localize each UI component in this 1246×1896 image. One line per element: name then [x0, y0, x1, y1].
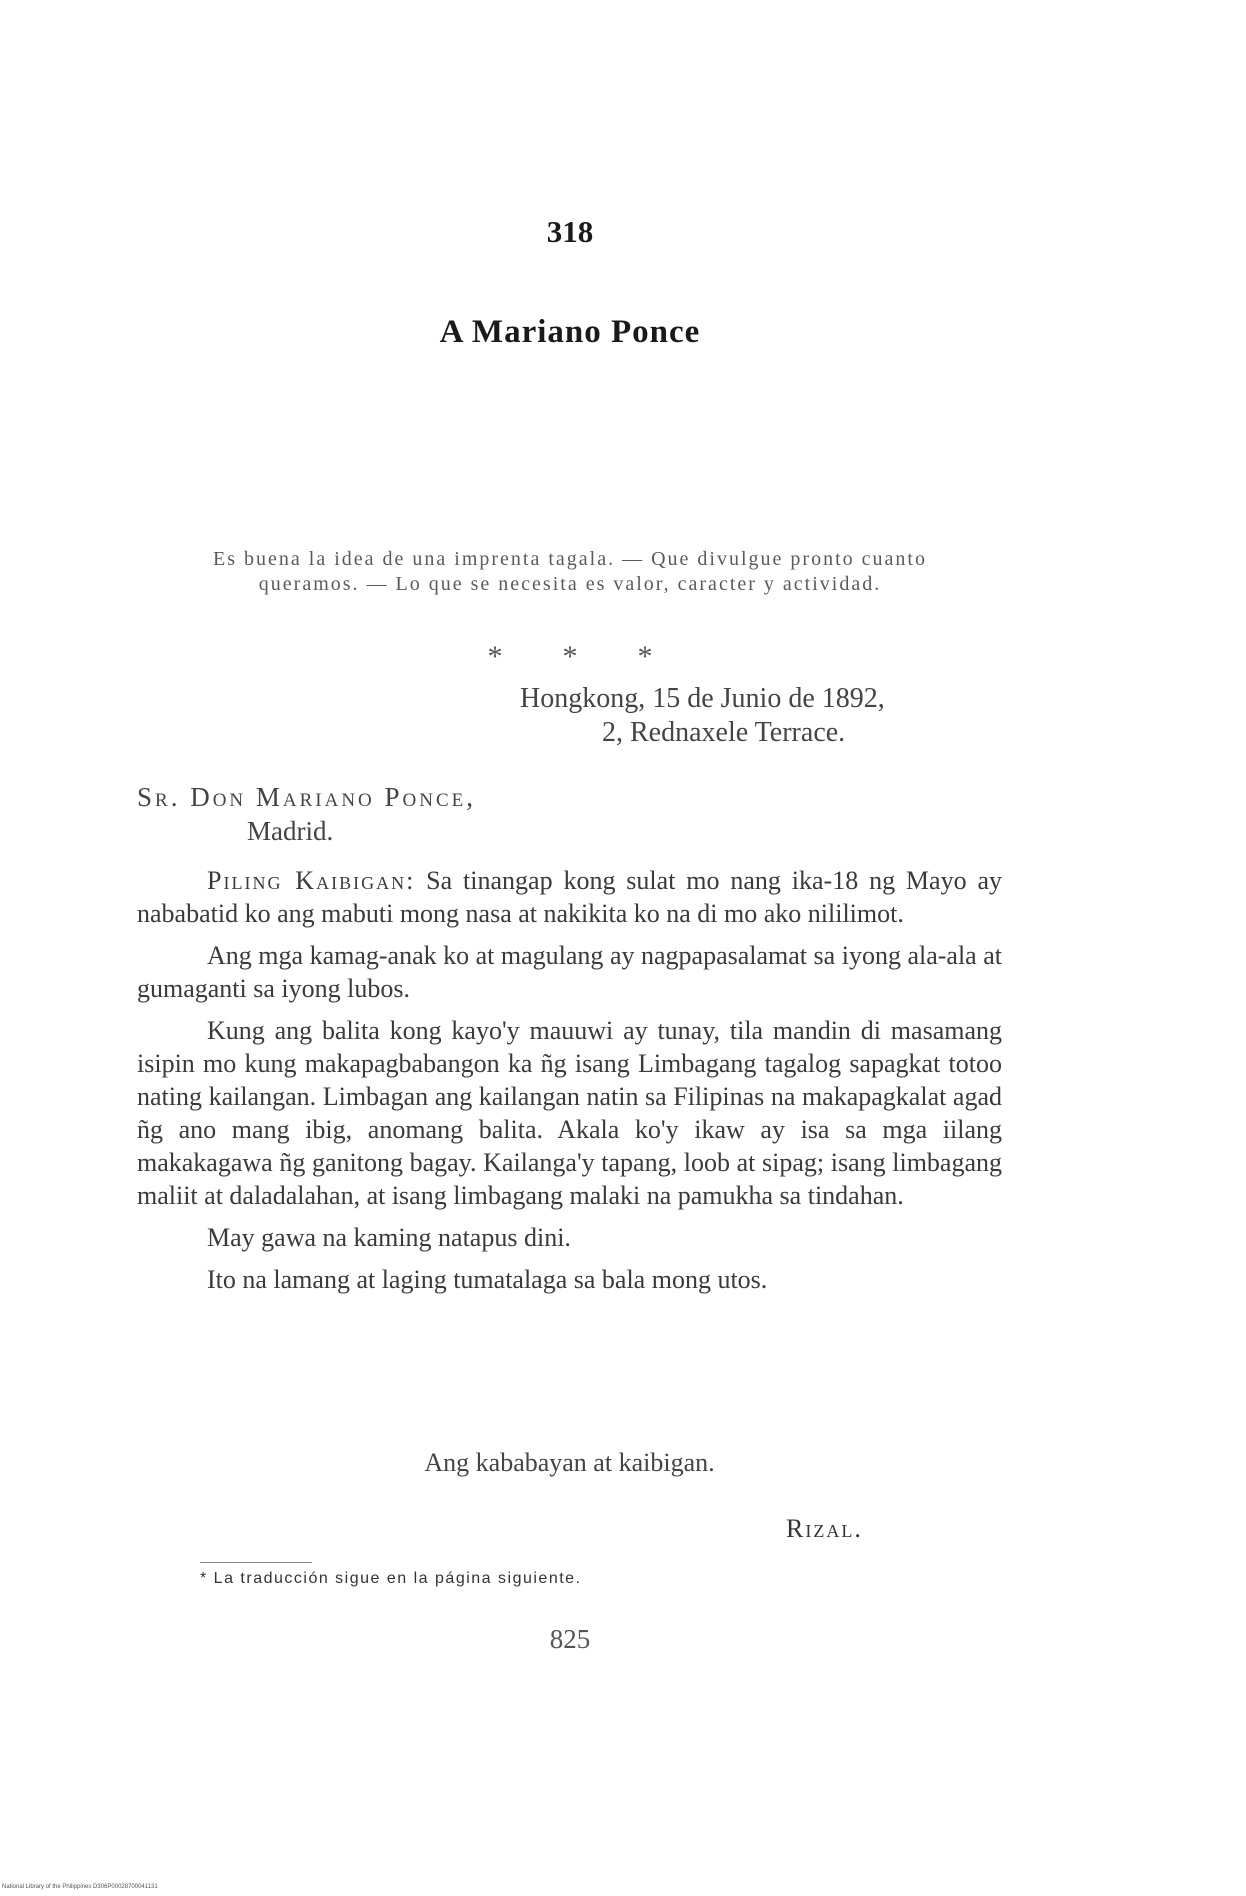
salutation: [137, 780, 1017, 848]
section-divider: [480, 640, 660, 674]
dateline-place-date: Hongkong, 15 de Junio de 1892,: [520, 683, 885, 714]
archive-credit: National Library of the Philippines D306P00028700041131: [2, 1884, 158, 1890]
paragraph-3: Kung ang balita kong kayo'y mauuwi ay tunay, tila mandin di masamang isipin mo kung makapagbabangon ka ñg isang Limbagang tagalog sapagkat totoo nating kailangan. Limbagan ang kailangan natin sa Filipinas na makapagkalat agad ñg ano mang ibig, anomang balita. Akala ko'y ikaw ay isa sa mga iilang makakagawa ñg ganitong bagay. Kailanga'y tapang, loob at sipag; isang limbagang maliit at daladalahan, at isang limbagang malaki na pamukha sa tindahan.: [137, 1016, 1002, 1210]
dateline-address: 2, Rednaxele Terrace.: [602, 717, 846, 748]
paragraph-1: [137, 864, 1002, 930]
asterisk-3: *: [637, 640, 653, 673]
footnote: * La traducción sigue en la página siguiente.: [200, 1570, 582, 1587]
addressee-city: Madrid.: [247, 816, 334, 846]
greeting: Piling Kaibigan:: [207, 866, 416, 895]
asterisk-1: *: [487, 640, 503, 673]
page-number: 825: [549, 1624, 591, 1654]
paragraph-1-text: Sa tinangap kong sulat mo nang ika-18 ng Mayo ay nababatid ko ang mabuti mong nasa at nakikita ko na di mo ako nililimot.: [137, 866, 1002, 928]
asterisk-2: *: [562, 640, 578, 673]
addressee: Sr. Don Mariano Ponce,: [137, 782, 477, 812]
letter-summary: Es buena la idea de una imprenta tagala. — Que divulgue pronto cuanto queramos. — Lo que se necesita es valor, caracter y actividad.: [213, 548, 927, 595]
dateline: [520, 682, 1010, 750]
letter-body: [137, 864, 1002, 1305]
closing-line: Ang kababayan at kaibigan.: [424, 1448, 715, 1477]
letter-number: 318: [546, 214, 594, 249]
signature: Rizal.: [786, 1514, 863, 1543]
paragraph-2: Ang mga kamag-anak ko at magulang ay nagpapasalamat sa iyong ala-ala at gumaganti sa iyong lubos.: [137, 941, 1002, 1003]
paragraph-5: Ito na lamang at laging tumatalaga sa bala mong utos.: [207, 1265, 768, 1294]
letter-title: A Mariano Ponce: [439, 314, 701, 350]
footnote-divider: [200, 1562, 312, 1563]
paragraph-4: May gawa na kaming natapus dini.: [207, 1223, 571, 1252]
